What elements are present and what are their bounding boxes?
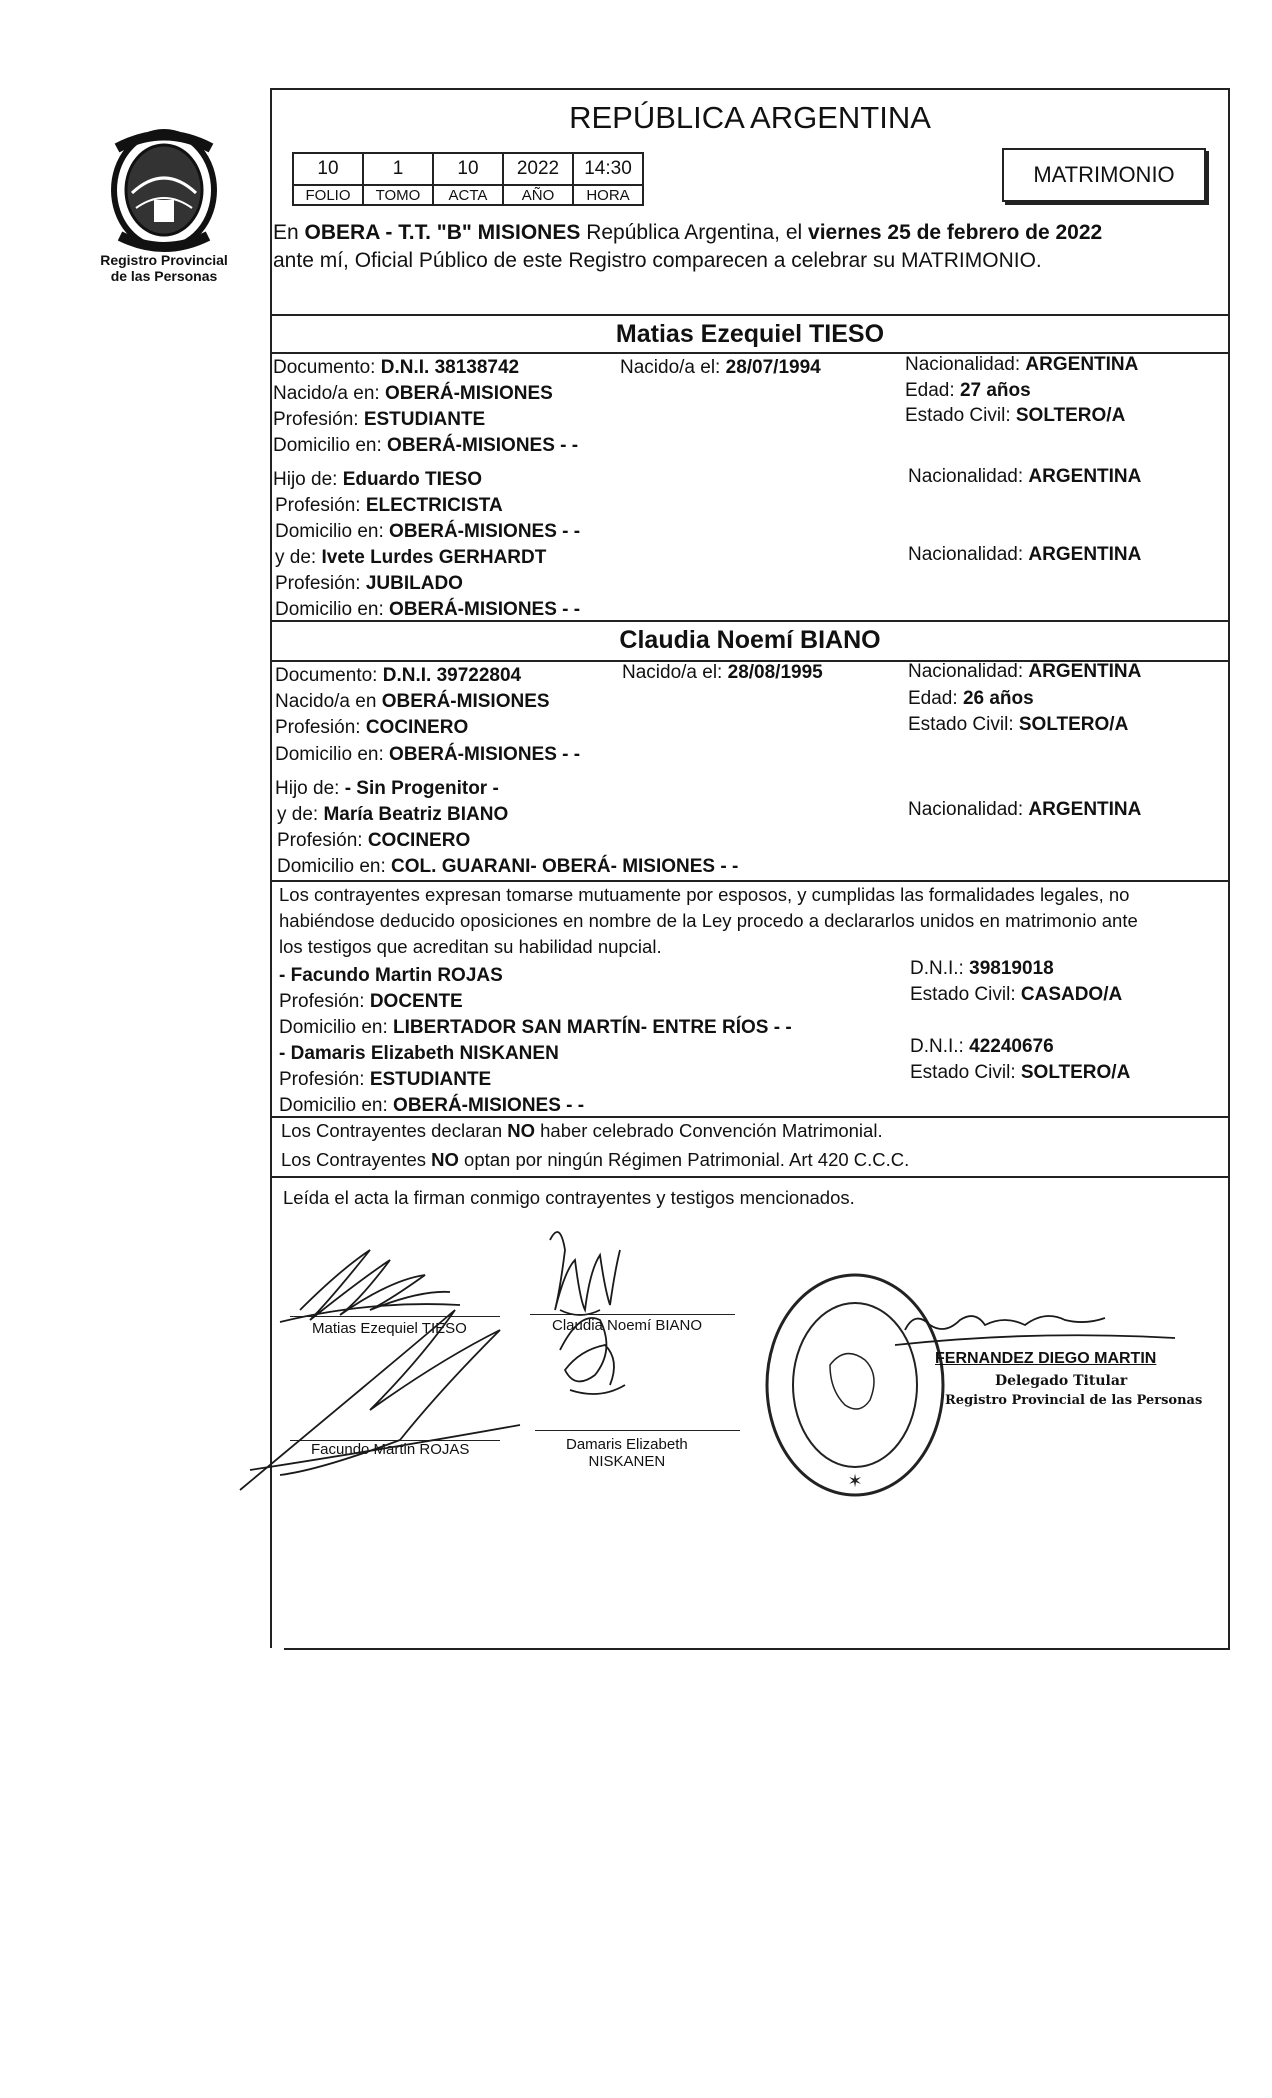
witness2-dom-label: Domicilio en: xyxy=(279,1095,394,1116)
regime-line2-post: optan por ningún Régimen Patrimonial. Art 420 C.C.C. xyxy=(458,1149,910,1170)
spouse1-mother-domicile xyxy=(275,599,580,621)
spouse2-civil-status xyxy=(908,714,1128,736)
spouse1-mother-prof-value: JUBILADO xyxy=(365,573,463,594)
spouse2-nat-label: Nacionalidad: xyxy=(908,661,1029,682)
spouse2-mother-domicile xyxy=(277,856,738,878)
spouse1-father-dom-value: OBERÁ-MISIONES - - xyxy=(389,521,581,542)
official-title: Delegado Titular xyxy=(995,1373,1128,1389)
declaration-line2: habiéndose deducido oposiciones en nombre de la Ley procedo a declararlos unidos en matrimonio ante xyxy=(279,910,1138,931)
spouse2-born-label: Nacido/a el: xyxy=(622,662,728,683)
spouse1-born-value: 28/07/1994 xyxy=(725,357,821,378)
spouse2-mother xyxy=(277,804,508,826)
intro-line1 xyxy=(273,222,1102,244)
witness2-dom-value: OBERÁ-MISIONES - - xyxy=(393,1095,585,1116)
spouse1-civil-value: SOLTERO/A xyxy=(1015,405,1126,426)
spouse2-born-value: 28/08/1995 xyxy=(727,662,823,683)
logo-caption xyxy=(78,252,250,284)
frame-bottom-border xyxy=(284,1648,1230,1650)
witness2-civil-status xyxy=(910,1062,1130,1084)
spouse2-prof-value: COCINERO xyxy=(365,717,469,738)
spouse1-father-dom-label: Domicilio en: xyxy=(275,521,390,542)
spouse1-doc-label: Documento: xyxy=(273,357,381,378)
handwritten-signatures xyxy=(220,1210,780,1510)
regime-line1-post: haber celebrado Convención Matrimonial. xyxy=(535,1120,883,1141)
spouse1-civil-label: Estado Civil: xyxy=(905,405,1016,426)
spouse1-father xyxy=(273,469,482,491)
spouse2-civil-value: SOLTERO/A xyxy=(1018,714,1129,735)
spouse2-prof-label: Profesión: xyxy=(275,717,366,738)
spouse2-birthdate xyxy=(622,662,823,684)
witness1-name: - Facundo Martin ROJAS xyxy=(279,965,503,986)
intro-date: viernes 25 de febrero de 2022 xyxy=(808,221,1103,244)
document-title: REPÚBLICA ARGENTINA xyxy=(569,100,931,135)
spouse1-father-prof-label: Profesión: xyxy=(275,495,366,516)
spouse2-mother-nationality xyxy=(908,799,1141,821)
spouse2-father-value: - Sin Progenitor - xyxy=(344,778,499,799)
official-organization: Registro Provincial de las Personas xyxy=(945,1393,1203,1408)
witness2-name: - Damaris Elizabeth NISKANEN xyxy=(279,1043,559,1064)
signature-label-witness2-line2: NISKANEN xyxy=(588,1453,666,1470)
spouse1-doc-value: D.N.I. 38138742 xyxy=(380,357,520,378)
spouse1-profession xyxy=(273,409,485,431)
spouse2-nationality xyxy=(908,661,1141,683)
divider xyxy=(270,1116,1230,1118)
spouse2-father xyxy=(275,778,499,800)
spouse1-father-nat-label: Nacionalidad: xyxy=(908,466,1029,487)
regime-line1-no: NO xyxy=(507,1120,535,1141)
spouse2-age-value: 26 años xyxy=(962,688,1034,709)
hora-label: HORA xyxy=(573,185,643,205)
spouse2-mother-value: María Beatriz BIANO xyxy=(323,804,509,825)
witness1-civil-value: CASADO/A xyxy=(1020,984,1123,1005)
spouse1-mother-dom-value: OBERÁ-MISIONES - - xyxy=(389,599,581,620)
witness1-dom-value: LIBERTADOR SAN MARTÍN- ENTRE RÍOS - - xyxy=(393,1017,792,1038)
tomo-label: TOMO xyxy=(363,185,433,205)
witness1-profession xyxy=(279,991,463,1013)
witness1-civil-status xyxy=(910,984,1122,1006)
witness2-dni xyxy=(910,1036,1054,1058)
spouse2-birthplace-label: Nacido/a en xyxy=(275,691,382,712)
witness1-prof-value: DOCENTE xyxy=(369,991,463,1012)
signature-label-witness1: Facundo Martin ROJAS xyxy=(311,1441,470,1458)
signature-label-spouse2: Claudia Noemí BIANO xyxy=(552,1317,703,1334)
spouse1-mother-nationality xyxy=(908,544,1141,566)
spouse1-birthplace xyxy=(273,383,553,405)
witness2-domicile xyxy=(279,1095,584,1117)
spouse1-mother-nat-label: Nacionalidad: xyxy=(908,544,1029,565)
spouse1-nationality xyxy=(905,354,1138,376)
spouse2-doc-label: Documento: xyxy=(275,665,383,686)
spouse1-age-label: Edad: xyxy=(905,380,960,401)
regime-line2-pre: Los Contrayentes xyxy=(281,1149,432,1170)
spouse1-birthplace-label: Nacido/a en: xyxy=(273,383,385,404)
regime-line1-pre: Los Contrayentes declaran xyxy=(281,1120,508,1141)
spouse2-birthplace xyxy=(275,691,550,713)
spouse2-mother-profession xyxy=(277,830,470,852)
spouse1-mother-dom-label: Domicilio en: xyxy=(275,599,390,620)
svg-text:✶: ✶ xyxy=(847,1471,863,1491)
witness1-dom-label: Domicilio en: xyxy=(279,1017,394,1038)
intro-place: OBERA - T.T. "B" MISIONES xyxy=(304,221,581,244)
spouse1-mother-profession xyxy=(275,573,463,595)
spouse1-age xyxy=(905,380,1031,402)
spouse2-mother-dom-label: Domicilio en: xyxy=(277,856,392,877)
spouse1-nat-label: Nacionalidad: xyxy=(905,354,1026,375)
acta-value: 10 xyxy=(433,153,503,185)
folio-value: 10 xyxy=(293,153,363,185)
spouse1-domicile xyxy=(273,435,578,457)
spouse2-mother-prof-value: COCINERO xyxy=(367,830,471,851)
anio-label: AÑO xyxy=(503,185,573,205)
official-name: FERNANDEZ DIEGO MARTIN xyxy=(935,1350,1157,1367)
spouse2-nat-value: ARGENTINA xyxy=(1028,661,1142,682)
regime-line2-no: NO xyxy=(431,1149,459,1170)
spouse1-prof-value: ESTUDIANTE xyxy=(363,409,486,430)
spouse1-mother-nat-value: ARGENTINA xyxy=(1028,544,1142,565)
spouse1-age-value: 27 años xyxy=(959,380,1031,401)
witness2-profession xyxy=(279,1069,491,1091)
spouse1-father-nat-value: ARGENTINA xyxy=(1028,466,1142,487)
witness1-dni xyxy=(910,958,1054,980)
witness1-dni-label: D.N.I.: xyxy=(910,958,970,979)
spouse2-civil-label: Estado Civil: xyxy=(908,714,1019,735)
witness1-civil-label: Estado Civil: xyxy=(910,984,1021,1005)
spouse2-age-label: Edad: xyxy=(908,688,963,709)
spouse2-mother-label: y de: xyxy=(277,804,324,825)
spouse2-doc-value: D.N.I. 39722804 xyxy=(382,665,522,686)
spouse2-mother-dom-value: COL. GUARANI- OBERÁ- MISIONES - - xyxy=(391,856,739,877)
witness1-prof-label: Profesión: xyxy=(279,991,370,1012)
spouse2-domicile xyxy=(275,744,580,766)
spouse1-born-label: Nacido/a el: xyxy=(620,357,726,378)
spouse2-mother-prof-label: Profesión: xyxy=(277,830,368,851)
spouse2-mother-nat-label: Nacionalidad: xyxy=(908,799,1029,820)
declaration-line1: Los contrayentes expresan tomarse mutuamente por esposos, y cumplidas las formalidades legales, no xyxy=(279,884,1130,905)
intro-prefix: En xyxy=(273,221,305,244)
spouse1-name: Matias Ezequiel TIESO xyxy=(615,320,885,348)
spouse1-father-value: Eduardo TIESO xyxy=(342,469,483,490)
anio-value: 2022 xyxy=(503,153,573,185)
witness2-dni-label: D.N.I.: xyxy=(910,1036,970,1057)
spouse1-mother xyxy=(275,547,546,569)
witness2-prof-label: Profesión: xyxy=(279,1069,370,1090)
spouse1-mother-prof-label: Profesión: xyxy=(275,573,366,594)
record-type-box: MATRIMONIO xyxy=(1002,148,1206,202)
logo-caption-line1: Registro Provincial xyxy=(100,252,228,268)
spouse1-mother-label: y de: xyxy=(275,547,322,568)
spouse1-civil-status xyxy=(905,405,1125,427)
divider xyxy=(270,314,1230,316)
hora-value: 14:30 xyxy=(573,153,643,185)
folio-label: FOLIO xyxy=(293,185,363,205)
spouse1-birthplace-value: OBERÁ-MISIONES xyxy=(384,383,553,404)
spouse1-document xyxy=(273,357,519,379)
spouse2-document xyxy=(275,665,521,687)
divider xyxy=(270,880,1230,882)
frame-top-border xyxy=(270,88,1230,90)
closing-statement: Leída el acta la firman conmigo contrayentes y testigos mencionados. xyxy=(283,1187,855,1208)
declaration-line3: los testigos que acreditan su habilidad nupcial. xyxy=(279,936,662,957)
logo-caption-line2: de las Personas xyxy=(110,268,218,284)
witness2-civil-label: Estado Civil: xyxy=(910,1062,1021,1083)
regime-line1 xyxy=(281,1120,883,1142)
witness2-prof-value: ESTUDIANTE xyxy=(369,1069,492,1090)
witness1-domicile xyxy=(279,1017,792,1039)
spouse2-mother-nat-value: ARGENTINA xyxy=(1028,799,1142,820)
regime-line2 xyxy=(281,1149,909,1171)
spouse1-prof-label: Profesión: xyxy=(273,409,364,430)
divider xyxy=(270,1176,1230,1178)
spouse1-mother-value: Ivete Lurdes GERHARDT xyxy=(321,547,547,568)
spouse1-nat-value: ARGENTINA xyxy=(1025,354,1139,375)
divider xyxy=(270,620,1230,622)
spouse2-name: Claudia Noemí BIANO xyxy=(619,626,881,654)
intro-line2: ante mí, Oficial Público de este Registro comparecen a celebrar su MATRIMONIO. xyxy=(273,249,1042,272)
spouse1-dom-label: Domicilio en: xyxy=(273,435,388,456)
spouse1-dom-value: OBERÁ-MISIONES - - xyxy=(387,435,579,456)
signature-label-spouse1: Matias Ezequiel TIESO xyxy=(312,1320,467,1337)
spouse1-father-nationality xyxy=(908,466,1141,488)
record-fields-table xyxy=(292,152,644,206)
witness2-dni-value: 42240676 xyxy=(969,1036,1054,1057)
witness2-civil-value: SOLTERO/A xyxy=(1020,1062,1131,1083)
spouse1-father-domicile xyxy=(275,521,580,543)
spouse2-dom-label: Domicilio en: xyxy=(275,744,390,765)
spouse1-father-label: Hijo de: xyxy=(273,469,343,490)
spouse2-profession xyxy=(275,717,468,739)
spouse1-father-profession xyxy=(275,495,503,517)
spouse2-birthplace-value: OBERÁ-MISIONES xyxy=(381,691,550,712)
signature-label-witness2-line1: Damaris Elizabeth xyxy=(566,1436,688,1453)
tomo-value: 1 xyxy=(363,153,433,185)
witness1-dni-value: 39819018 xyxy=(969,958,1054,979)
spouse2-father-label: Hijo de: xyxy=(275,778,345,799)
spouse2-age xyxy=(908,688,1034,710)
spouse1-birthdate xyxy=(620,357,821,379)
acta-label: ACTA xyxy=(433,185,503,205)
spouse2-dom-value: OBERÁ-MISIONES - - xyxy=(389,744,581,765)
intro-mid: República Argentina, el xyxy=(580,221,809,244)
spouse1-father-prof-value: ELECTRICISTA xyxy=(365,495,503,516)
